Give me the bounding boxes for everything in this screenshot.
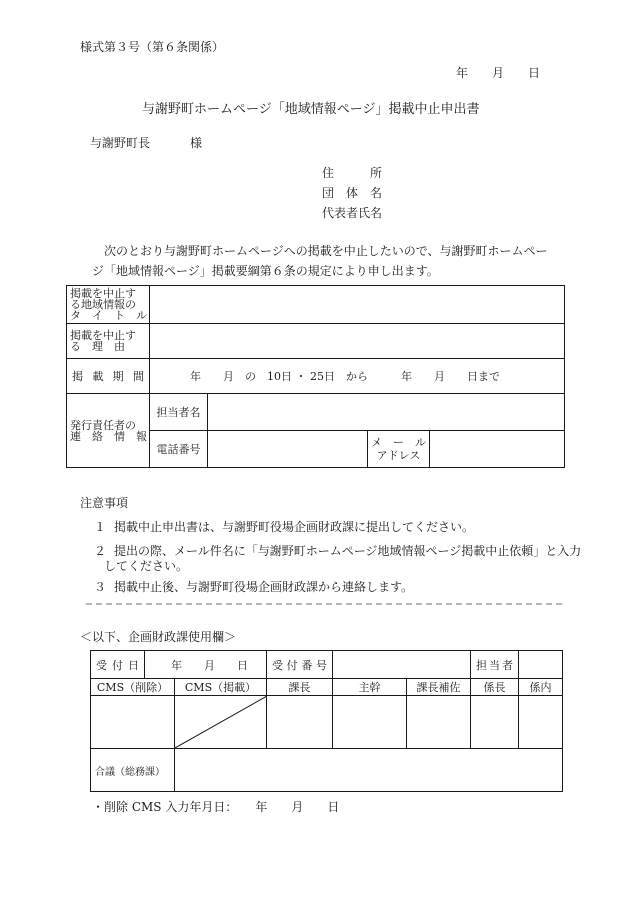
application-table <box>66 285 565 468</box>
col-staff: 係内 <box>519 679 563 696</box>
reason-label-cell: 掲載を中止す る 理 由 <box>67 324 150 359</box>
col-cms-delete: CMS（削除） <box>91 679 175 696</box>
phone-label-cell: 電話番号 <box>150 431 208 468</box>
council-cell[interactable] <box>175 749 563 792</box>
date-line <box>456 64 540 80</box>
diagonal-slash <box>175 696 267 748</box>
phone-input-cell[interactable] <box>208 431 368 468</box>
title-label-cell: 掲載を中止す る地域情報の タ イ ト ル <box>67 286 150 324</box>
cms-delete-stamp[interactable] <box>91 696 175 749</box>
staff-stamp[interactable] <box>519 696 563 749</box>
contact-label-cell: 発行責任者の 連 絡 情 報 <box>67 394 150 468</box>
date-month: 月 <box>492 66 505 80</box>
receipt-no-label-cell: 受 付 番 号 <box>267 651 333 679</box>
col-section-chief: 課長 <box>267 679 333 696</box>
received-date-cell[interactable]: 年 月 日 <box>145 651 267 679</box>
date-day: 日 <box>528 66 541 80</box>
col-subsection-chief: 係長 <box>471 679 519 696</box>
body-text-line-1: 次のとおり与謝野町ホームページへの掲載を中止したいので、与謝野町ホームペー <box>104 244 548 258</box>
note-3-num: ３ <box>94 580 107 594</box>
person-input-cell[interactable] <box>208 394 565 431</box>
person-cell[interactable] <box>519 651 563 679</box>
mail-label-cell: メ ー ル アドレス <box>368 431 430 468</box>
person-label-cell: 担当者名 <box>150 394 208 431</box>
title-input-cell[interactable] <box>150 286 565 324</box>
note-2-text-cont: してください。 <box>104 559 189 573</box>
cms-input-date-line: ・削除 CMS 入力年月日： 年 月 日 <box>92 800 340 814</box>
subsection-chief-stamp[interactable] <box>471 696 519 749</box>
council-label-cell: 合議（総務課） <box>91 749 175 792</box>
note-3-text: 掲載中止後、与謝野町役場企画財政課から連絡します。 <box>114 580 414 594</box>
period-label-cell: 掲 載 期 間 <box>67 359 150 394</box>
period-value-cell[interactable]: 年 月 の 10日 ・ 25日 から 年 月 日まで <box>150 359 565 394</box>
col-assistant-chief: 課長補佐 <box>407 679 471 696</box>
addressee-honorific: 様 <box>190 136 203 150</box>
mail-input-cell[interactable] <box>430 431 565 468</box>
receipt-no-cell[interactable] <box>333 651 471 679</box>
note-1-num: １ <box>94 520 107 534</box>
col-manager: 主幹 <box>333 679 407 696</box>
person-label-cell: 担 当 者 <box>471 651 519 679</box>
body-text-line-2: ジ「地域情報ページ」掲載要綱第６条の規定により申し出ます。 <box>92 264 439 278</box>
received-date-label-cell: 受 付 日 <box>91 651 145 679</box>
notes-heading: 注意事項 <box>80 496 129 510</box>
manager-stamp[interactable] <box>333 696 407 749</box>
note-2-num: ２ <box>94 544 107 558</box>
section-chief-stamp[interactable] <box>267 696 333 749</box>
applicant-representative-label: 代表者氏名 <box>322 206 383 220</box>
cms-publish-stamp <box>175 696 267 749</box>
office-use-table <box>90 650 563 792</box>
page-title: 与謝野町ホームページ「地域情報ページ」掲載中止申出書 <box>142 102 480 117</box>
office-heading: ＜以下、企画財政課使用欄＞ <box>80 630 237 644</box>
section-divider <box>86 603 562 605</box>
col-cms-publish: CMS（掲載） <box>175 679 267 696</box>
form-number: 様式第３号（第６条関係） <box>80 40 225 54</box>
assistant-chief-stamp[interactable] <box>407 696 471 749</box>
addressee-name: 与謝野町長 <box>90 136 151 150</box>
note-1-text: 掲載中止申出書は、与謝野町役場企画財政課に提出してください。 <box>114 520 475 534</box>
reason-input-cell[interactable] <box>150 324 565 359</box>
date-year: 年 <box>456 66 469 80</box>
note-2-text: 提出の際、メール件名に「与謝野町ホームページ地域情報ページ掲載中止依頼」と入力 <box>114 544 582 558</box>
